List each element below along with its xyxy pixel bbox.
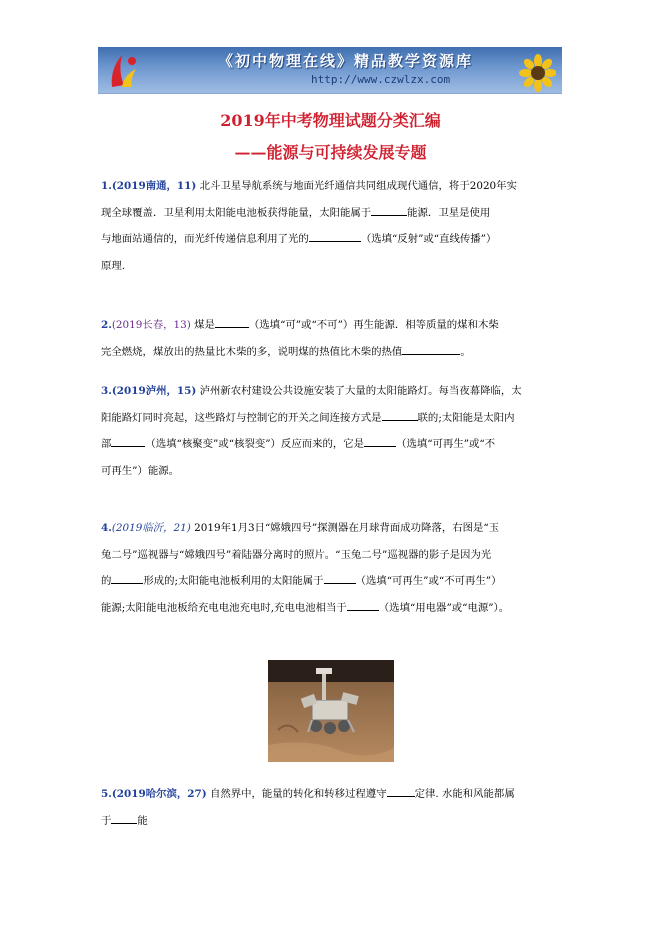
- question-text: （选填“用电器”或“电源”）。: [378, 601, 510, 614]
- question-text: 与地面站通信的，而光纤传递信息利用了光的: [101, 233, 309, 245]
- question-number: 3.: [101, 385, 112, 397]
- question-text: 形成的;太阳能电池板利用的太阳能属于: [143, 575, 324, 587]
- banner-url[interactable]: http://www.czwlzx.com: [311, 73, 451, 86]
- question-number: 4.: [101, 522, 112, 534]
- question-text: 能源．卫星是使用: [407, 206, 491, 219]
- question-text: （选填“可再生”或“不: [396, 438, 496, 450]
- question-4: [101, 515, 563, 621]
- question-text: 煤是: [194, 319, 215, 331]
- question-source: (2019南通，11): [111, 180, 197, 192]
- question-5: [101, 781, 563, 834]
- rover-photo: [268, 660, 394, 762]
- question-line: [101, 458, 563, 485]
- document-title: 2019年中考物理试题分类汇编: [220, 111, 441, 130]
- question-text: （选填“核聚变”或“核裂变”）反应而来的，它是: [145, 438, 365, 450]
- question-source: (2019泸州，15): [111, 385, 197, 397]
- question-text: 原理.: [101, 259, 126, 272]
- question-text: 部: [101, 438, 112, 450]
- question-number: 1.: [101, 180, 112, 192]
- answer-blank[interactable]: [382, 411, 418, 421]
- document-subtitle: ——能源与可持续发展专题: [234, 143, 427, 162]
- question-text: 能源;太阳能电池板给充电电池充电时,充电电池相当于: [101, 601, 347, 614]
- answer-blank[interactable]: [111, 437, 145, 447]
- question-text: （选填“反射”或“直线传播”）: [360, 233, 497, 245]
- question-line: [101, 405, 563, 432]
- question-line: [101, 781, 563, 808]
- question-number: 5.: [101, 788, 112, 800]
- question-2: [101, 312, 563, 365]
- answer-blank[interactable]: [347, 601, 379, 611]
- question-source: (2019临沂，21): [111, 522, 191, 534]
- question-text: 兔二号”巡视器与“嫦娥四号”着陆器分离时的照片。“玉兔二号”巡视器的影子是因为光: [101, 548, 492, 561]
- answer-blank[interactable]: [111, 814, 137, 824]
- question-text: 联的;太阳能是太阳内: [417, 411, 515, 424]
- question-text: 完全燃烧，煤放出的热量比木柴的多，说明煤的热值比木柴的热值: [101, 345, 403, 358]
- question-text: 。: [460, 345, 471, 358]
- answer-blank[interactable]: [111, 574, 143, 584]
- question-line: [101, 339, 563, 366]
- answer-blank[interactable]: [402, 345, 460, 355]
- question-text: 现全球覆盖．卫星利用太阳能电池板获得能量，太阳能属于: [101, 206, 372, 219]
- logo-icon: [106, 51, 142, 89]
- question-line: [101, 173, 563, 200]
- question-line: [101, 312, 563, 339]
- question-source: (2019哈尔滨，27): [111, 788, 207, 800]
- question-text: 泸州新农村建设公共设施安装了大量的太阳能路灯。每当夜幕降临，太: [199, 385, 522, 397]
- question-line: [101, 253, 563, 280]
- answer-blank[interactable]: [324, 574, 356, 584]
- question-1: [101, 173, 563, 279]
- answer-blank[interactable]: [387, 787, 415, 797]
- question-text: 阳能路灯同时亮起，这些路灯与控制它的开关之间连接方式是: [101, 411, 382, 424]
- question-text: （选填“可再生”或“不可再生”）: [355, 575, 502, 587]
- question-line: [101, 431, 563, 458]
- question-text: 于: [101, 814, 112, 827]
- question-text: 的: [101, 575, 112, 587]
- question-line: [101, 595, 563, 622]
- sunflower-icon: [510, 53, 556, 93]
- question-line: [101, 568, 563, 595]
- question-text: 自然界中，能量的转化和转移过程遵守: [209, 788, 387, 800]
- question-line: [101, 808, 563, 835]
- question-text: 2019年1月3日“嫦娥四号”探测器在月球背面成功降落，右图是“玉: [194, 522, 500, 534]
- question-text: （选填“可”或“不可”）再生能源．相等质量的煤和木柴: [248, 319, 499, 331]
- question-text: 北斗卫星导航系统与地面光纤通信共同组成现代通信，将于2020年实: [199, 180, 517, 192]
- banner-title: 《初中物理在线》精品教学资源库: [218, 52, 474, 70]
- question-text: 可再生”）能源。: [101, 464, 180, 477]
- question-text: 定律. 水能和风能都属: [414, 788, 515, 800]
- header-banner: [98, 47, 562, 93]
- answer-blank[interactable]: [364, 437, 396, 447]
- question-source: (2019长春，13): [111, 319, 191, 331]
- answer-blank[interactable]: [309, 232, 361, 242]
- question-line: [101, 200, 563, 227]
- question-line: [101, 378, 563, 405]
- answer-blank[interactable]: [371, 206, 407, 216]
- banner-divider: [98, 93, 562, 94]
- question-line: [101, 226, 563, 253]
- question-line: [101, 542, 563, 569]
- question-number: 2.: [101, 319, 112, 331]
- question-line: [101, 515, 563, 542]
- question-3: [101, 378, 563, 484]
- question-text: 能: [137, 814, 148, 827]
- answer-blank[interactable]: [215, 318, 249, 328]
